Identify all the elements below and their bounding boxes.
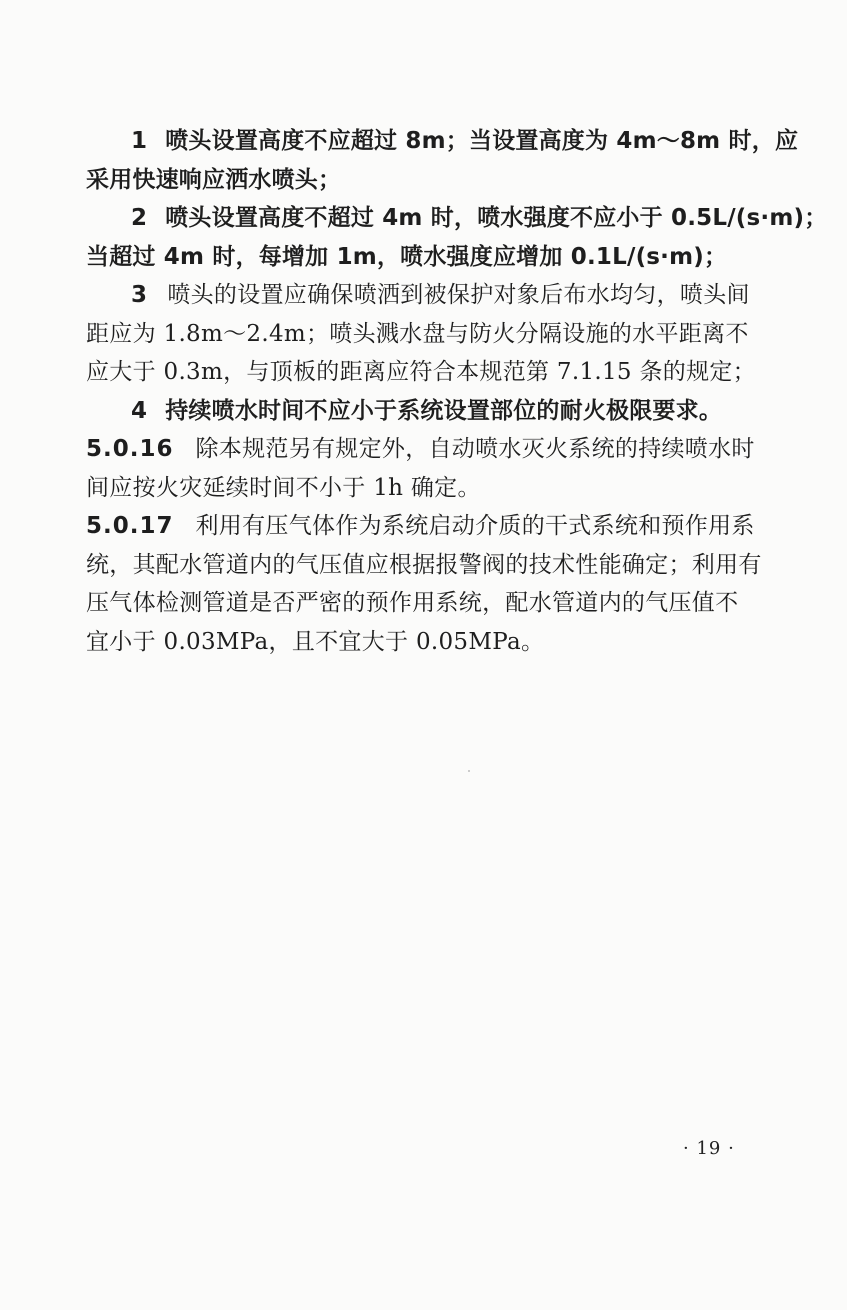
item-text: 喷头的设置应确保喷洒到被保护对象后布水均匀，喷头间 bbox=[167, 282, 750, 308]
clause-5-0-16-line-1 bbox=[86, 430, 754, 469]
item-text: 喷头设置高度不超过 4m 时，喷水强度不应小于 0.5L/(s·m)； bbox=[165, 205, 828, 231]
item-2-line-1 bbox=[86, 199, 828, 238]
clause-text: 压气体检测管道是否严密的预作用系统，配水管道内的气压值不 bbox=[86, 590, 739, 616]
clause-text: 统，其配水管道内的气压值应根据报警阀的技术性能确定；利用有 bbox=[86, 551, 762, 578]
clause-text: 利用有压气体作为系统启动介质的干式系统和预作用系 bbox=[195, 513, 755, 539]
scan-speck bbox=[468, 770, 470, 772]
item-4-line-1 bbox=[86, 392, 754, 431]
item-number: 4 bbox=[131, 397, 148, 424]
item-text: 持续喷水时间不应小于系统设置部位的耐火极限要求。 bbox=[165, 397, 723, 424]
clause-5-0-17-line-1 bbox=[86, 507, 754, 546]
clause-number: 5.0.16 bbox=[86, 436, 174, 462]
item-3-line-2 bbox=[86, 315, 754, 354]
clause-5-0-16-line-2 bbox=[86, 469, 754, 508]
clause-number: 5.0.17 bbox=[86, 513, 174, 539]
body-text bbox=[86, 122, 828, 661]
clause-5-0-17-line-4 bbox=[86, 623, 754, 662]
item-text: 喷头设置高度不应超过 8m；当设置高度为 4m～8m 时，应 bbox=[165, 128, 799, 154]
item-text: 采用快速响应洒水喷头； bbox=[86, 166, 342, 193]
item-text: 应大于 0.3m，与顶板的距离应符合本规范第 7.1.15 条的规定； bbox=[86, 359, 756, 385]
item-number: 2 bbox=[131, 205, 148, 231]
item-3-line-3 bbox=[86, 353, 754, 392]
page-number: · 19 · bbox=[683, 1138, 735, 1159]
item-text: 当超过 4m 时，每增加 1m，喷水强度应增加 0.1L/(s·m)； bbox=[86, 243, 728, 270]
clause-text: 宜小于 0.03MPa，且不宜大于 0.05MPa。 bbox=[86, 628, 545, 655]
clause-5-0-17-line-2 bbox=[86, 546, 762, 585]
item-1-line-1 bbox=[86, 122, 799, 161]
item-3-line-1 bbox=[86, 276, 754, 315]
item-1-line-2 bbox=[86, 161, 754, 200]
item-number: 3 bbox=[131, 282, 148, 308]
item-2-line-2 bbox=[86, 238, 754, 277]
item-number: 1 bbox=[131, 128, 148, 154]
item-text: 距应为 1.8m～2.4m；喷头溅水盘与防火分隔设施的水平距离不 bbox=[86, 320, 749, 347]
clause-text: 除本规范另有规定外，自动喷水灭火系统的持续喷水时 bbox=[195, 436, 755, 462]
clause-text: 间应按火灾延续时间不小于 1h 确定。 bbox=[86, 474, 481, 501]
clause-5-0-17-line-3 bbox=[86, 584, 754, 623]
